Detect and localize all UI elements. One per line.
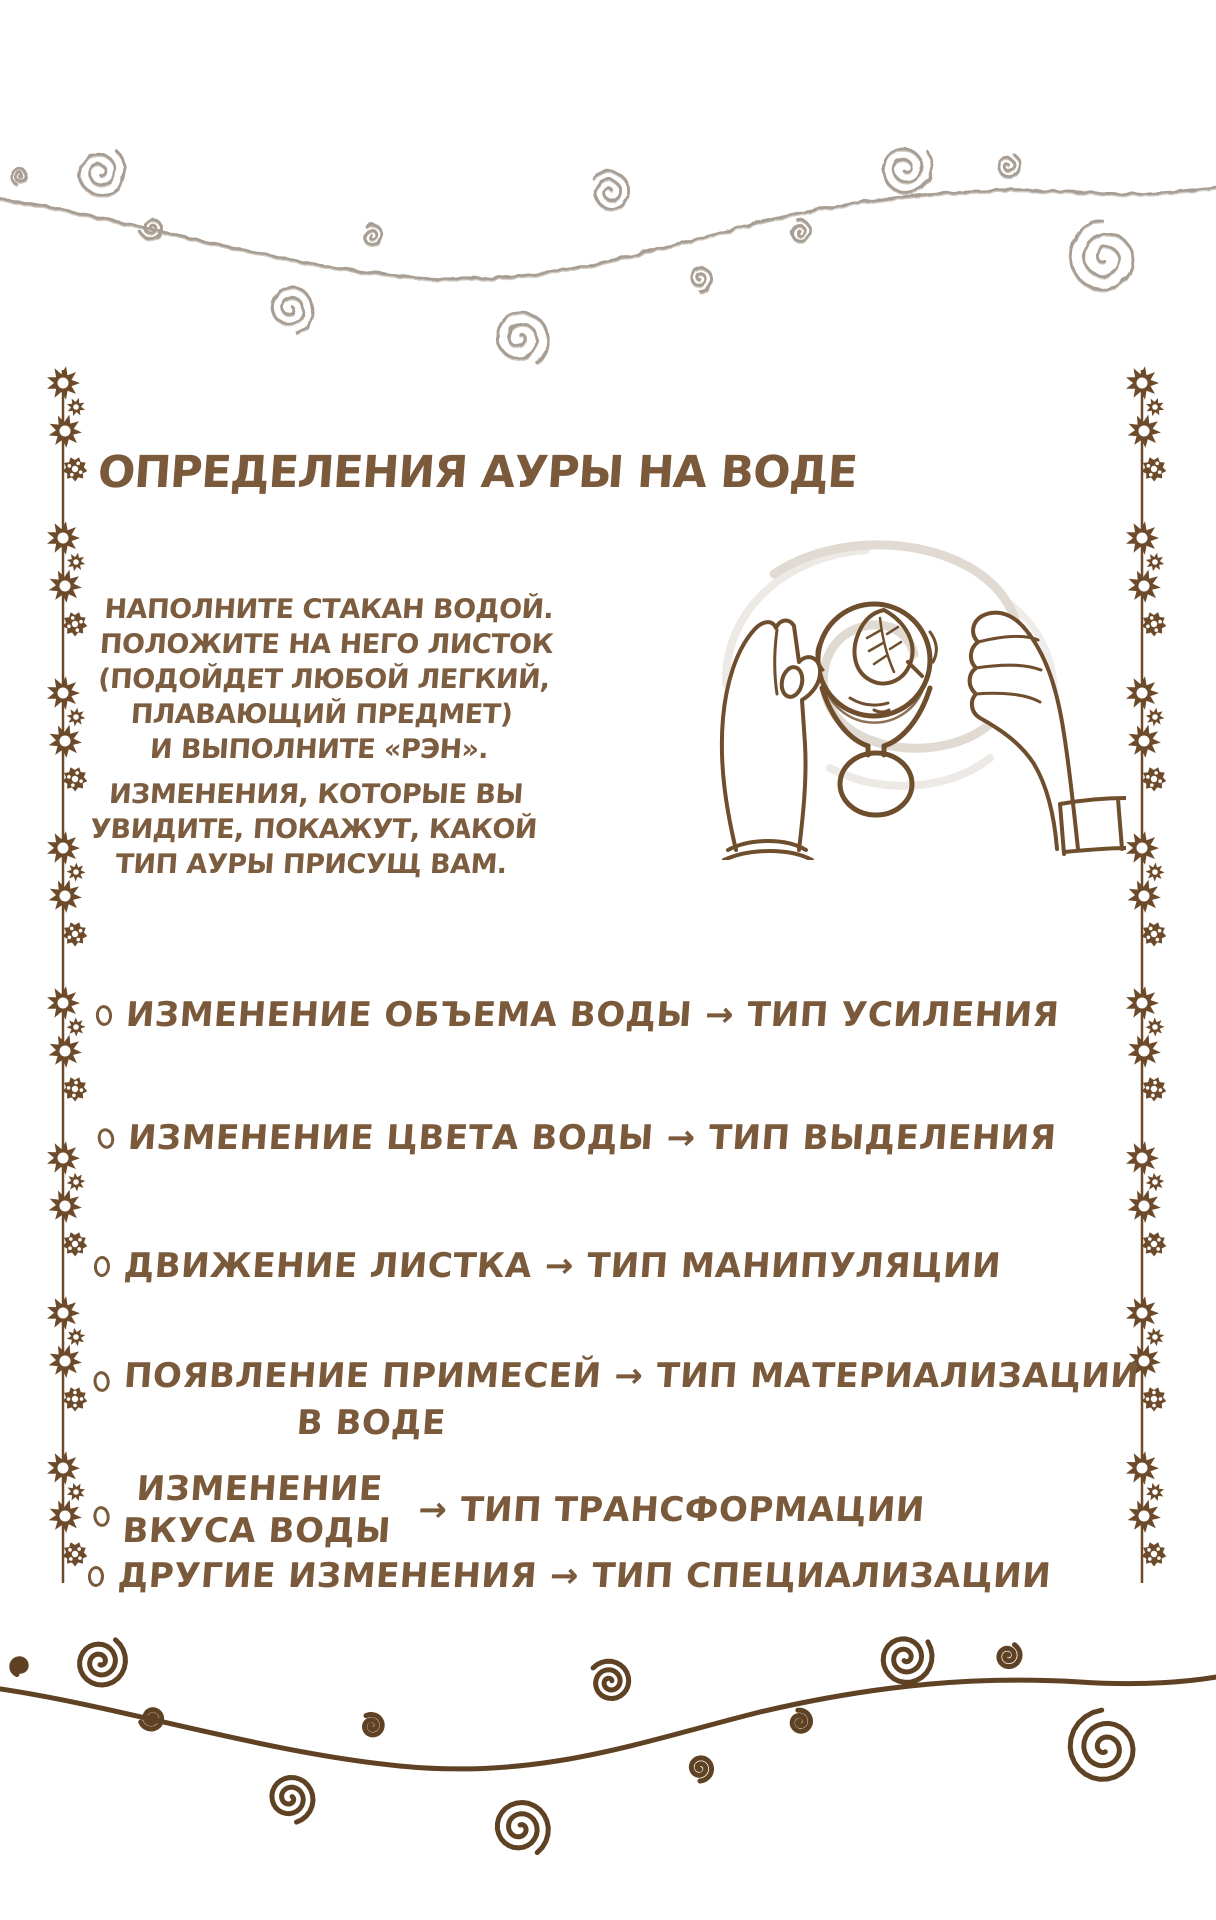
arrow-icon: → bbox=[543, 1246, 576, 1286]
list-item-leaf-movement bbox=[93, 1246, 1003, 1286]
aura-type-label: ТИП УСИЛЕНИЯ bbox=[745, 995, 1061, 1035]
list-item-impurities bbox=[93, 1356, 1141, 1443]
change-label: ДРУГИЕ ИЗМЕНЕНИЯ bbox=[116, 1556, 539, 1596]
arrow-icon: → bbox=[416, 1490, 449, 1530]
bottom-vine-decoration bbox=[0, 1630, 1216, 1900]
aura-type-label: ТИП ТРАНСФОРМАЦИИ bbox=[458, 1490, 927, 1530]
change-label: ИЗМЕНЕНИЕ ВКУСА ВОДЫ bbox=[121, 1469, 393, 1551]
list-bullet bbox=[92, 1369, 111, 1393]
list-item-taste bbox=[91, 1468, 928, 1552]
aura-type-label: ТИП ВЫДЕЛЕНИЯ bbox=[707, 1118, 1058, 1158]
arrow-icon: → bbox=[613, 1356, 645, 1396]
top-vine-decoration bbox=[0, 140, 1216, 410]
intro-text bbox=[64, 592, 576, 882]
intro-line: (ПОДОЙДЕТ ЛЮБОЙ ЛЕГКИЙ, bbox=[97, 664, 551, 695]
page-title: ОПРЕДЕЛЕНИЯ АУРЫ НА ВОДЕ bbox=[96, 447, 859, 498]
intro-line: ТИП АУРЫ ПРИСУЩ ВАМ. bbox=[114, 849, 508, 880]
list-item-color bbox=[97, 1118, 1058, 1158]
aura-type-label: ТИП МАТЕРИАЛИЗАЦИИ bbox=[655, 1356, 1141, 1396]
list-bullet bbox=[94, 1255, 111, 1278]
aura-type-label: ТИП СПЕЦИАЛИЗАЦИИ bbox=[590, 1556, 1053, 1596]
arrow-icon: → bbox=[548, 1556, 581, 1596]
intro-line: НАПОЛНИТЕ СТАКАН ВОДОЙ. bbox=[103, 594, 555, 625]
change-label-line2: В ВОДЕ bbox=[295, 1403, 448, 1443]
change-label: ДВИЖЕНИЕ ЛИСТКА bbox=[122, 1246, 534, 1286]
intro-line: ПОЛОЖИТЕ НА НЕГО ЛИСТОК bbox=[98, 629, 555, 660]
list-bullet bbox=[87, 1564, 104, 1587]
hands-water-glass-illustration bbox=[578, 512, 1126, 860]
intro-line: ИЗМЕНЕНИЯ, КОТОРЫЕ ВЫ bbox=[107, 779, 524, 810]
change-label: ПОЯВЛЕНИЕ ПРИМЕСЕЙ bbox=[122, 1356, 603, 1396]
aura-type-label: ТИП МАНИПУЛЯЦИИ bbox=[585, 1246, 1003, 1286]
change-label: ИЗМЕНЕНИЕ ОБЪЕМА ВОДЫ bbox=[124, 995, 694, 1035]
change-label: ИЗМЕНЕНИЕ ЦВЕТА ВОДЫ bbox=[126, 1118, 656, 1158]
intro-line: УВИДИТЕ, ПОКАЖУТ, КАКОЙ bbox=[89, 814, 538, 845]
list-item-volume bbox=[95, 995, 1061, 1035]
intro-line: ПЛАВАЮЩИЙ ПРЕДМЕТ) bbox=[129, 699, 514, 730]
left-star-border bbox=[30, 360, 100, 1600]
left-hand bbox=[722, 620, 820, 860]
list-bullet bbox=[95, 1125, 116, 1150]
arrow-icon: → bbox=[665, 1118, 698, 1158]
list-item-other bbox=[87, 1556, 1053, 1596]
list-bullet bbox=[92, 1504, 112, 1529]
intro-line: И ВЫПОЛНИТЕ «РЭН». bbox=[148, 734, 490, 765]
list-bullet bbox=[95, 1003, 114, 1027]
arrow-icon: → bbox=[703, 995, 736, 1035]
